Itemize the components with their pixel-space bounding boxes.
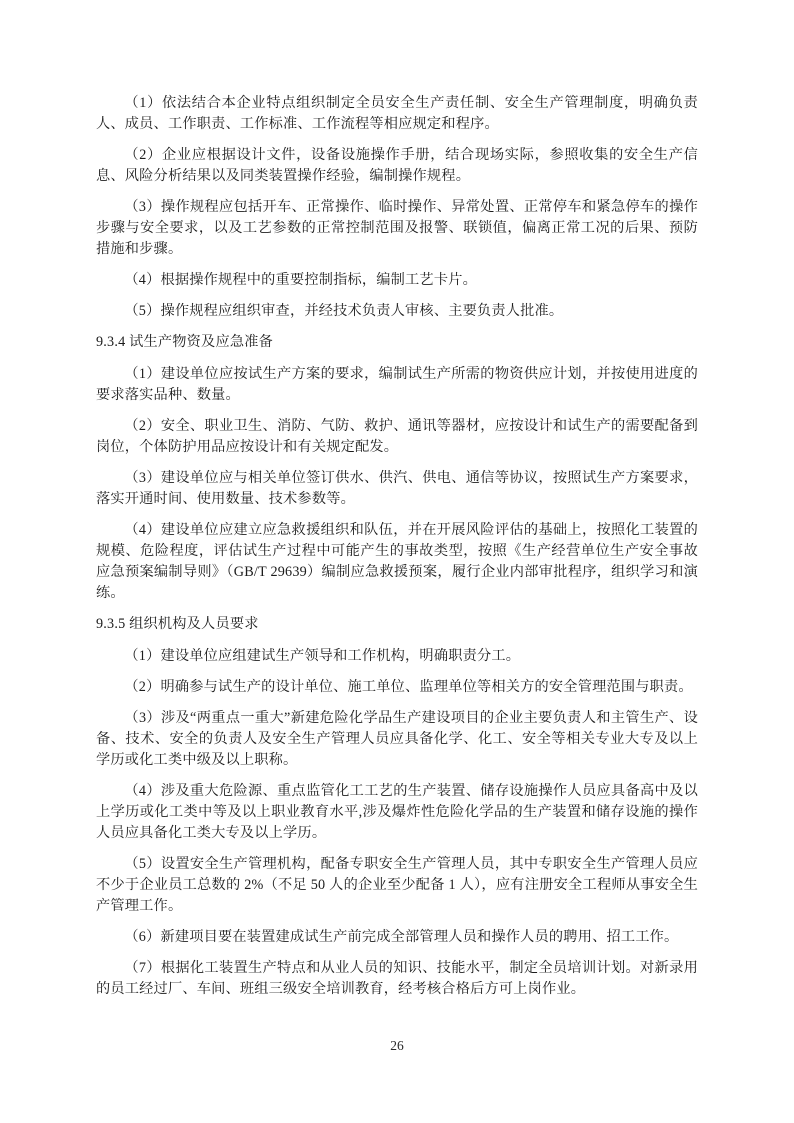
body-paragraph: （1）建设单位应组建试生产领导和工作机构，明确职责分工。	[124, 648, 521, 664]
body-paragraph: （5）操作规程应组织审查，并经技术负责人审核、主要负责人批准。	[124, 303, 564, 319]
document-body	[96, 93, 698, 1010]
body-paragraph: （6）新建项目要在装置建成试生产前完成全部管理人员和操作人员的聘用、招工工作。	[124, 929, 679, 945]
body-paragraph: （4）根据操作规程中的重要控制指标，编制工艺卡片。	[124, 272, 477, 288]
body-paragraph: （4）涉及重大危险源、重点监管化工工艺的生产装置、储存设施操作人员应具备高中及以上学历或化工类中等及以上职业教育水平,涉及爆炸性危险化学品的生产装置和储存设施的操作人员应具备化工类大专及以上学历。	[96, 783, 698, 841]
section-heading: 9.3.4 试生产物资及应急准备	[96, 334, 273, 350]
body-paragraph: （2）明确参与试生产的设计单位、施工单位、监理单位等相关方的安全管理范围与职责。	[124, 679, 693, 695]
body-paragraph: （2）企业应根据设计文件，设备设施操作手册，结合现场实际，参照收集的安全生产信息、风险分析结果以及同类装置操作经验，编制操作规程。	[96, 147, 698, 184]
body-paragraph: （1）建设单位应按试生产方案的要求，编制试生产所需的物资供应计划，并按使用进度的要求落实品种、数量。	[96, 366, 698, 403]
body-paragraph: （1）依法结合本企业特点组织制定全员安全生产责任制、安全生产管理制度，明确负责人、成员、工作职责、工作标准、工作流程等相应规定和程序。	[96, 95, 698, 132]
section-heading: 9.3.5 组织机构及人员要求	[96, 616, 259, 632]
body-paragraph: （7）根据化工装置生产特点和从业人员的知识、技能水平，制定全员培训计划。对新录用的员工经过厂、车间、班组三级安全培训教育，经考核合格后方可上岗作业。	[96, 960, 698, 997]
page-number: 26	[390, 1038, 404, 1053]
body-paragraph: （5）设置安全生产管理机构，配备专职安全生产管理人员，其中专职安全生产管理人员应不少于企业员工总数的 2%（不足 50 人的企业至少配备 1 人），应有注册安全工程师从事安全生产管理工作。	[96, 856, 698, 914]
body-paragraph: （2）安全、职业卫生、消防、气防、救护、通讯等器材，应按设计和试生产的需要配备到岗位，个体防护用品应按设计和有关规定配发。	[96, 418, 698, 455]
body-paragraph: （3）涉及“两重点一重大”新建危险化学品生产建设项目的企业主要负责人和主管生产、设备、技术、安全的负责人及安全生产管理人员应具备化学、化工、安全等相关专业大专及以上学历或化工类中级及以上职称。	[96, 710, 698, 768]
body-paragraph: （4）建设单位应建立应急救援组织和队伍，并在开展风险评估的基础上，按照化工装置的规模、危险程度，评估试生产过程中可能产生的事故类型，按照《生产经营单位生产安全事故应急预案编制导则》（GB/T 29639）编制应急救援预案，履行企业内部审批程序，组织学习和演练。	[96, 522, 698, 601]
body-paragraph: （3）操作规程应包括开车、正常操作、临时操作、异常处置、正常停车和紧急停车的操作步骤与安全要求，以及工艺参数的正常控制范围及报警、联锁值，偏离正常工况的后果、预防措施和步骤。	[96, 199, 698, 257]
body-paragraph: （3）建设单位应与相关单位签订供水、供汽、供电、通信等协议，按照试生产方案要求，落实开通时间、使用数量、技术参数等。	[96, 470, 698, 507]
